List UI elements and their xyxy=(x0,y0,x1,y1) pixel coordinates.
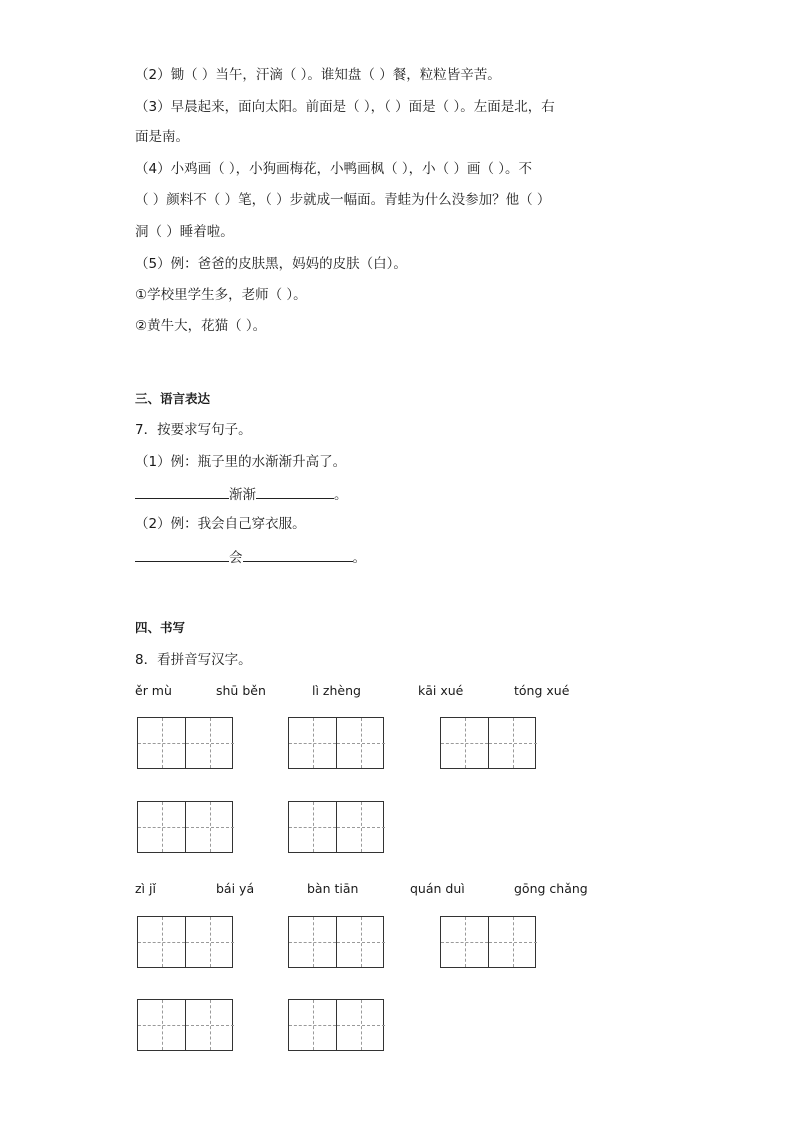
pinyin-label: bái yá xyxy=(216,881,255,896)
answer-word: 会 xyxy=(229,550,243,566)
pinyin-label: zì jǐ xyxy=(135,881,156,896)
question-line-3a: （3）早晨起来，面向太阳。前面是（ ），（ ）面是（ ）。左面是北，右 xyxy=(135,99,555,115)
answer-blank[interactable] xyxy=(135,547,229,562)
writing-grid[interactable] xyxy=(137,916,233,968)
question-7-title: 7．按要求写句子。 xyxy=(135,422,252,438)
question-line-3b: 面是南。 xyxy=(135,129,189,145)
answer-blank[interactable] xyxy=(243,547,353,562)
writing-grid[interactable] xyxy=(288,916,384,968)
writing-grid[interactable] xyxy=(137,801,233,853)
question-line-4a: （4）小鸡画（ ），小狗画梅花，小鸭画枫（ ），小（ ）画（ ）。不 xyxy=(135,161,533,177)
pinyin-label: lì zhèng xyxy=(312,683,361,698)
question-line-5-1: ①学校里学生多，老师（ ）。 xyxy=(135,287,307,303)
pinyin-label: kāi xué xyxy=(418,683,464,698)
section-heading-language: 三、语言表达 xyxy=(135,391,211,406)
writing-grid[interactable] xyxy=(137,717,233,769)
pinyin-label: tóng xué xyxy=(514,683,570,698)
answer-word: 渐渐 xyxy=(229,487,256,503)
pinyin-label: bàn tiān xyxy=(307,881,359,896)
answer-blank[interactable] xyxy=(256,484,334,499)
writing-grid[interactable] xyxy=(288,999,384,1051)
answer-blank[interactable] xyxy=(135,484,229,499)
question-line-2: （2）锄（ ）当午，汗滴（ ）。谁知盘（ ）餐，粒粒皆辛苦。 xyxy=(135,67,501,83)
example-1: （1）例：瓶子里的水渐渐升高了。 xyxy=(135,454,347,470)
writing-grid[interactable] xyxy=(288,801,384,853)
question-8-title: 8．看拼音写汉字。 xyxy=(135,652,252,668)
answer-line-1 xyxy=(135,484,348,504)
question-line-4b: （ ）颜料不（ ）笔，（ ）步就成一幅面。青蛙为什么没参加？他（ ） xyxy=(135,192,551,208)
question-line-5-2: ②黄牛大，花猫（ ）。 xyxy=(135,318,267,334)
writing-grid[interactable] xyxy=(137,999,233,1051)
pinyin-label: quán duì xyxy=(410,881,465,896)
answer-end: 。 xyxy=(334,487,348,503)
pinyin-label: ěr mù xyxy=(135,683,172,698)
answer-end: 。 xyxy=(352,550,366,566)
writing-grid[interactable] xyxy=(440,717,536,769)
example-2: （2）例：我会自己穿衣服。 xyxy=(135,516,306,532)
question-line-4c: 洞（ ）睡着啦。 xyxy=(135,224,234,240)
writing-grid[interactable] xyxy=(288,717,384,769)
answer-line-2 xyxy=(135,547,366,567)
pinyin-label: shū běn xyxy=(216,683,266,698)
section-heading-writing: 四、书写 xyxy=(135,620,186,635)
writing-grid[interactable] xyxy=(440,916,536,968)
pinyin-label: gōng chǎng xyxy=(514,881,588,896)
question-line-5: （5）例：爸爸的皮肤黑，妈妈的皮肤（白）。 xyxy=(135,256,407,272)
